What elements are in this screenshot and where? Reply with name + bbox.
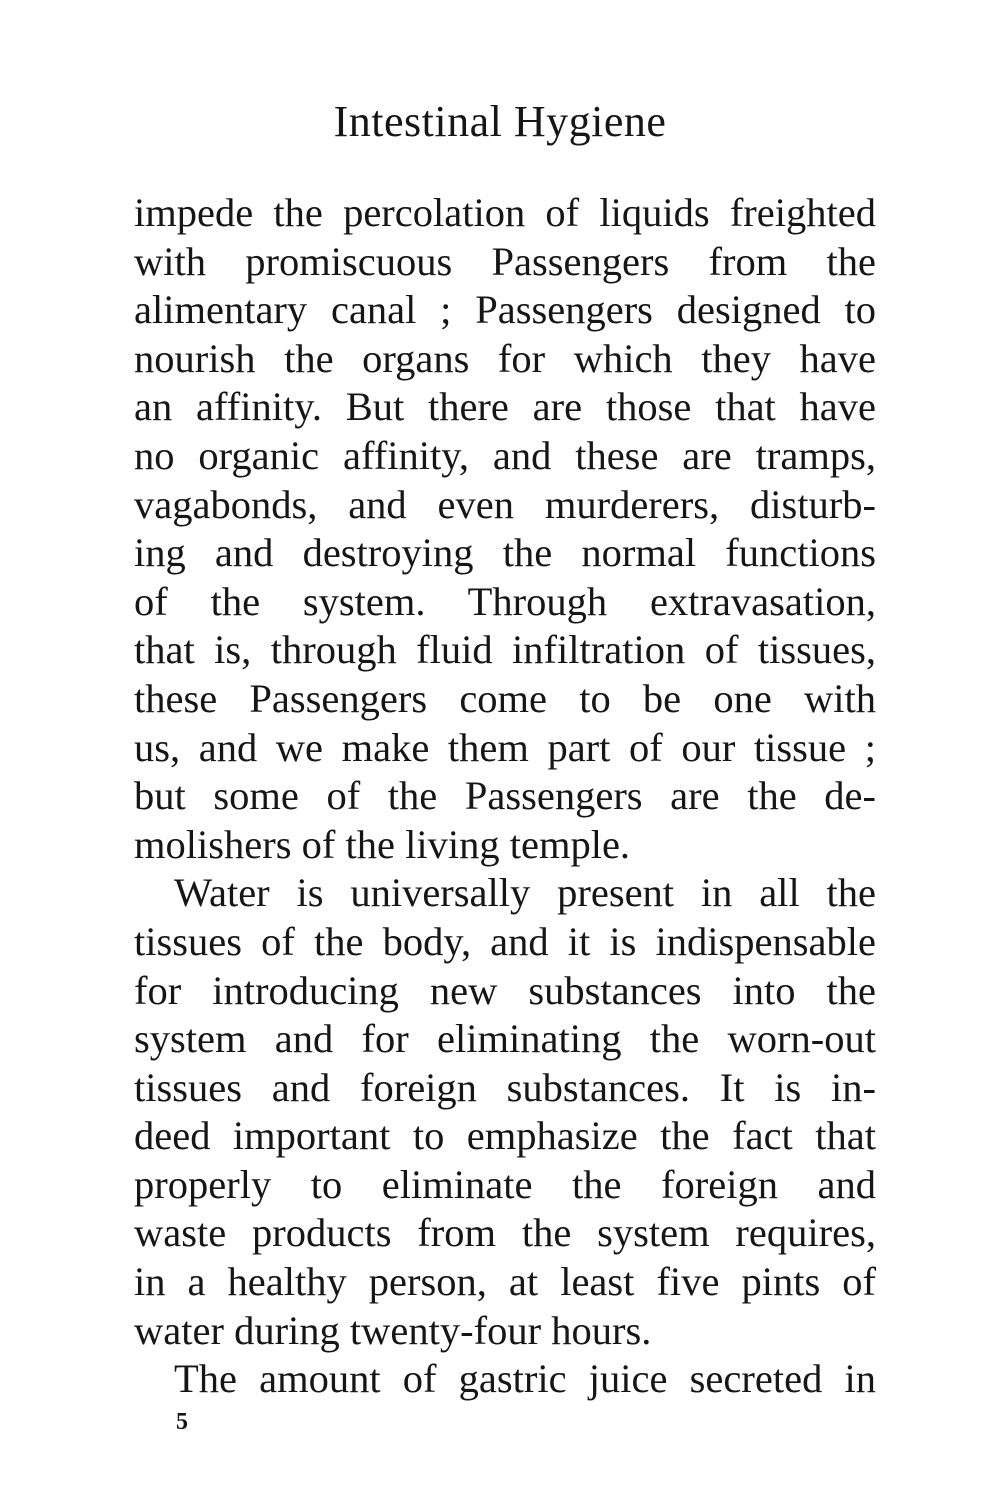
- text-line: for introducing new substances into the: [134, 967, 876, 1013]
- text-line: impede the percolation of liquids freighted: [134, 190, 876, 235]
- text-line: no organic affinity, and these are tramps,: [134, 432, 876, 478]
- text-line: nourish the organs for which they have: [134, 335, 876, 381]
- text-line: that is, through fluid infiltration of tissues,: [134, 627, 876, 673]
- running-title: Intestinal Hygiene: [333, 97, 667, 146]
- text-line: deed important to emphasize the fact that: [134, 1113, 876, 1159]
- text-line: vagabonds, and even murderers, disturb-: [134, 481, 876, 527]
- text-line: ing and destroying the normal functions: [134, 530, 876, 576]
- text-line: tissues and foreign substances. It is in-: [134, 1064, 876, 1110]
- text-line: alimentary canal ; Passengers designed to: [134, 287, 876, 333]
- text-line: of the system. Through extravasation,: [134, 578, 876, 624]
- paragraph-end-line: water during twenty-four hours.: [134, 1307, 652, 1353]
- text-line: system and for eliminating the worn-out: [134, 1016, 876, 1062]
- text-line: with promiscuous Passengers from the: [134, 238, 876, 284]
- text-line: but some of the Passengers are the de-: [134, 773, 876, 819]
- signature-mark: 5: [176, 1409, 188, 1435]
- text-line: these Passengers come to be one with: [134, 675, 876, 721]
- text-line: waste products from the system requires,: [134, 1210, 876, 1256]
- paragraph-start-line: Water is universally present in all the: [174, 870, 876, 916]
- text-line: an affinity. But there are those that have: [134, 384, 876, 430]
- text-line: us, and we make them part of our tissue ;: [134, 724, 876, 770]
- paragraph-end-line: molishers of the living temple.: [134, 821, 631, 867]
- text-line: properly to eliminate the foreign and: [134, 1161, 876, 1207]
- text-line: tissues of the body, and it is indispensable: [134, 918, 876, 964]
- body-text: [134, 189, 876, 1404]
- paragraph-start-line: The amount of gastric juice secreted in: [174, 1356, 876, 1402]
- text-line: in a healthy person, at least five pints of: [134, 1259, 876, 1305]
